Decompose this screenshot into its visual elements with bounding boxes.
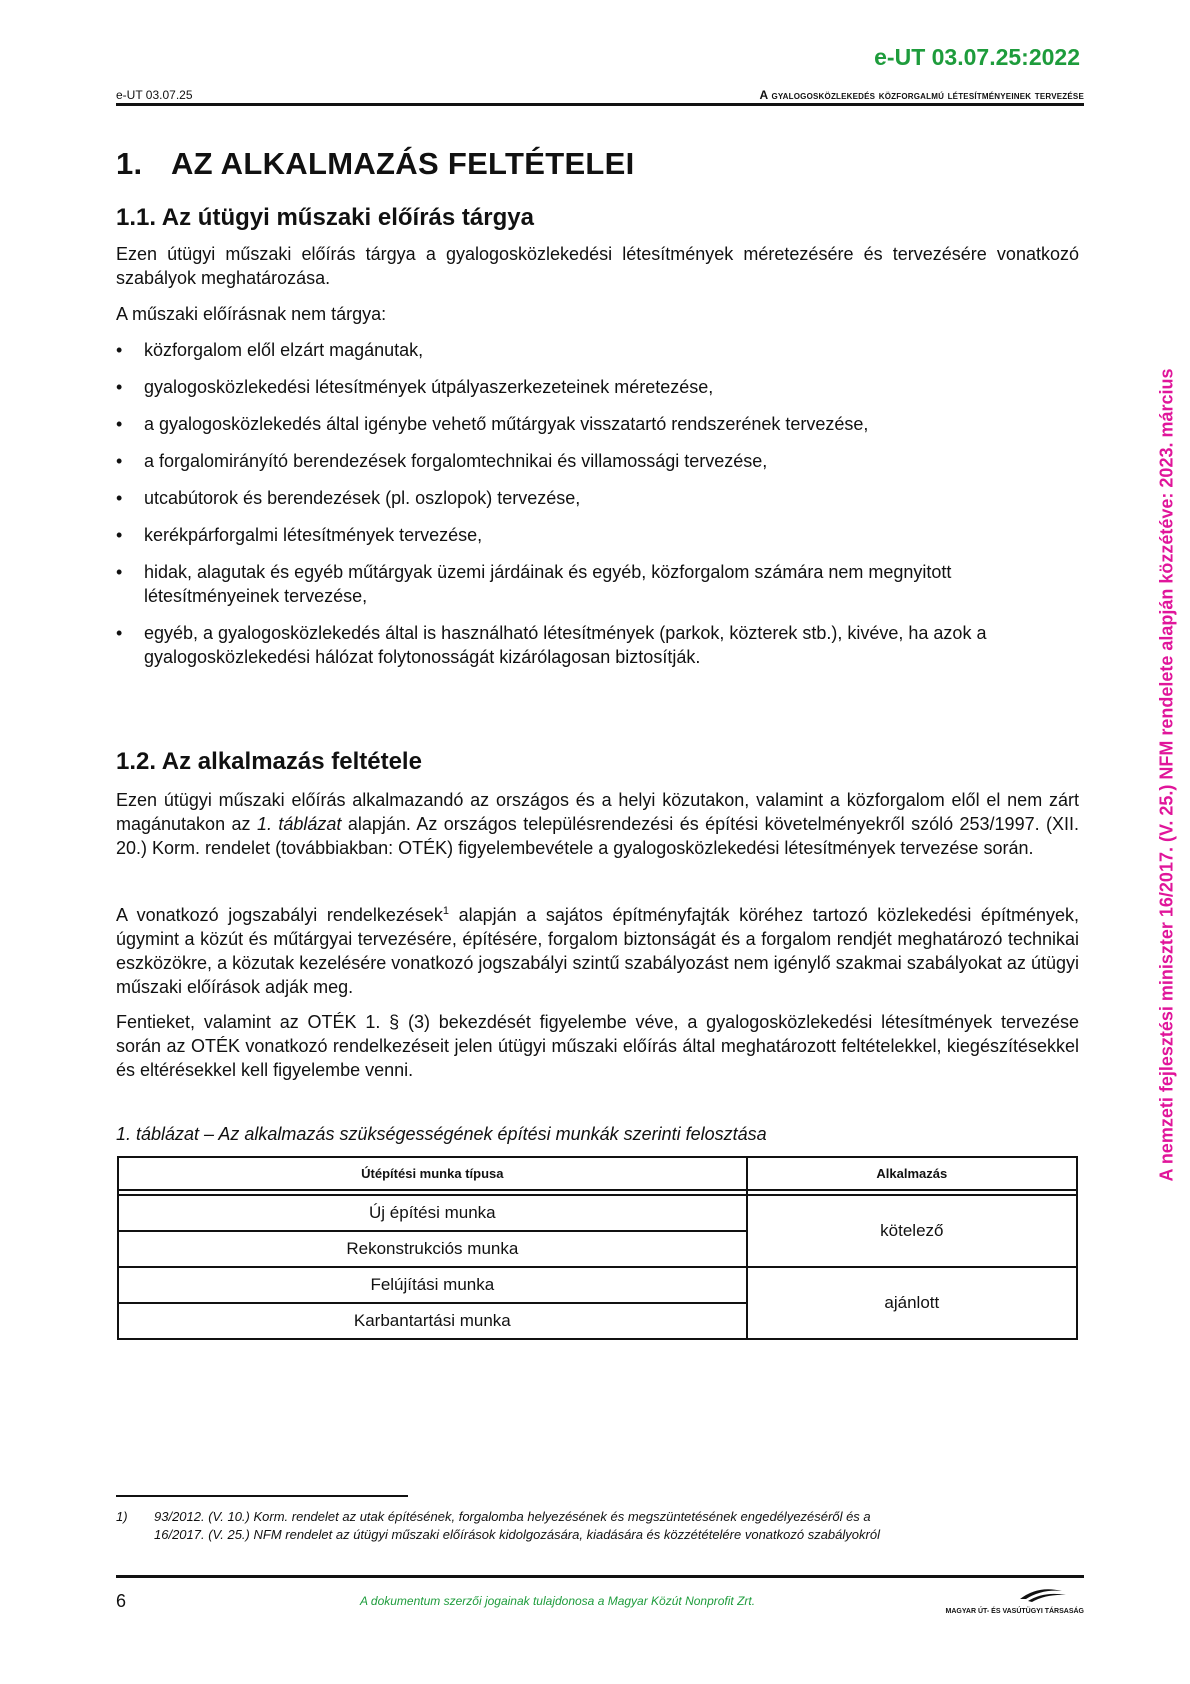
subsection-heading-1-1: 1.1. Az útügyi műszaki előírás tárgya <box>116 204 534 231</box>
table-cell-recommended: ajánlott <box>747 1267 1077 1339</box>
section-heading <box>116 146 635 182</box>
table-header-application: Alkalmazás <box>747 1157 1077 1190</box>
exclusion-list <box>116 338 1079 682</box>
footnote-ref: 1 <box>442 905 450 917</box>
document-code: e-UT 03.07.25:2022 <box>874 44 1080 70</box>
table-caption: 1. táblázat – Az alkalmazás szükségességének építési munkák szerinti felosztása <box>116 1124 767 1144</box>
table-cell: Karbantartási munka <box>118 1303 747 1339</box>
paragraph: Ezen útügyi műszaki előírás alkalmazandó az országos és a helyi közutakon, valamint a közforgalom elől el nem zárt magánutakon az 1. táblázat alapján. Az országos településrendezési és építési követelményekről szóló 253/1997. (XII. 20.) Korm. rendelet (továbbiakban: OTÉK) figyelembevétele a gyalogosközlekedési létesítmények tervezése során. <box>116 790 1080 858</box>
list-item: • gyalogosközlekedési létesítmények útpályaszerkezeteinek méretezése, <box>116 375 1079 399</box>
table-cell-mandatory: kötelező <box>747 1195 1077 1267</box>
header-divider <box>116 103 1084 106</box>
table-header-work-type: Útépítési munka típusa <box>118 1157 747 1190</box>
table-cell: Új építési munka <box>118 1195 747 1231</box>
footnote-mark: 1) <box>116 1509 128 1524</box>
header-code: e-UT 03.07.25 <box>116 88 193 102</box>
list-item: • a forgalomirányító berendezések forgalomtechnikai és villamossági tervezése, <box>116 449 1079 473</box>
list-item: • kerékpárforgalmi létesítmények tervezése, <box>116 523 1079 547</box>
footnote-divider <box>116 1495 408 1497</box>
svg-text:MAGYAR ÚT- ÉS VASÚTÜGYI TÁRSAS: MAGYAR ÚT- ÉS VASÚTÜGYI TÁRSASÁG <box>945 1608 1084 1615</box>
paragraph: A műszaki előírásnak nem tárgya: <box>116 304 387 324</box>
paragraph: Fentieket, valamint az OTÉK 1. § (3) bekezdését figyelembe véve, a gyalogosközlekedési létesítmények tervezése során az OTÉK vonatkozó rendelkezéseit jelen útügyi műszaki előírás által meghatározott feltételekkel, kiegészítésekkel és eltérésekkel kell figyelembe venni. <box>116 1012 1079 1080</box>
section-title: AZ ALKALMAZÁS FELTÉTELEI <box>171 146 635 181</box>
page-number: 6 <box>116 1591 127 1611</box>
copyright-notice: A dokumentum szerzői jogainak tulajdonosa a Magyar Közút Nonprofit Zrt. <box>360 1594 756 1608</box>
publication-side-note: A nemzeti fejlesztési miniszter 16/2017. (V. 25.) NFM rendelete alapján közzétéve: 2023. március <box>1156 368 1177 1182</box>
paragraph: Ezen útügyi műszaki előírás tárgya a gyalogosközlekedési létesítmények méretezésére és tervezésére vonatkozó szabályok meghatározása. <box>116 244 1079 288</box>
footer-divider <box>116 1575 1084 1578</box>
subsection-heading-1-2: 1.2. Az alkalmazás feltétele <box>116 748 422 775</box>
table-cell: Rekonstrukciós munka <box>118 1231 747 1267</box>
paragraph: A vonatkozó jogszabályi rendelkezések$^1$ alapján a sajátos építményfajták köréhez tartozó közlekedési építmények, úgymint a közút és műtárgyai tervezésére, építésére, forgalom biztonságát és a forgalom rendjét meghatározó technikai eszközökre, a közutak kezelésére vonatkozó jogszabályi szintű szabályozást nem igénylő szakmai szabályokat az útügyi műszaki előírások adják meg. <box>116 905 1079 997</box>
table-cell: Felújítási munka <box>118 1267 747 1303</box>
section-number: 1. <box>116 146 143 181</box>
header-title: A gyalogosközlekedés közforgalmú létesítményeinek tervezése <box>759 88 1084 102</box>
footnote: 1) 93/2012. (V. 10.) Korm. rendelet az utak építésének, forgalomba helyezésének és megszüntetésének engedélyezéséről és a 16/2017. (V. 25.) NFM rendelet az útügyi műszaki előírások kidolgozására, kiadására és közzétételére vonatkozó szabályokról <box>116 1509 880 1542</box>
list-item: • közforgalom elől elzárt magánutak, <box>116 338 1079 362</box>
list-item: • utcabútorok és berendezések (pl. oszlopok) tervezése, <box>116 486 1079 510</box>
list-item: • egyéb, a gyalogosközlekedés által is használható létesítmények (parkok, közterek stb.), kivéve, ha azok a gyalogosközlekedési hálózat folytonosságát kizárólagosan biztosítják. <box>116 621 1079 669</box>
table-reference: 1. táblázat <box>256 814 342 834</box>
logo-icon <box>934 1585 1084 1617</box>
list-item: • a gyalogosközlekedés által igénybe vehető műtárgyak visszatartó rendszerének tervezése, <box>116 412 1079 436</box>
application-table <box>117 1156 1078 1340</box>
publisher-logo <box>934 1585 1084 1617</box>
list-item: • hidak, alagutak és egyéb műtárgyak üzemi járdáinak és egyéb, közforgalom számára nem megnyitott létesítményeinek tervezése, <box>116 560 1079 608</box>
